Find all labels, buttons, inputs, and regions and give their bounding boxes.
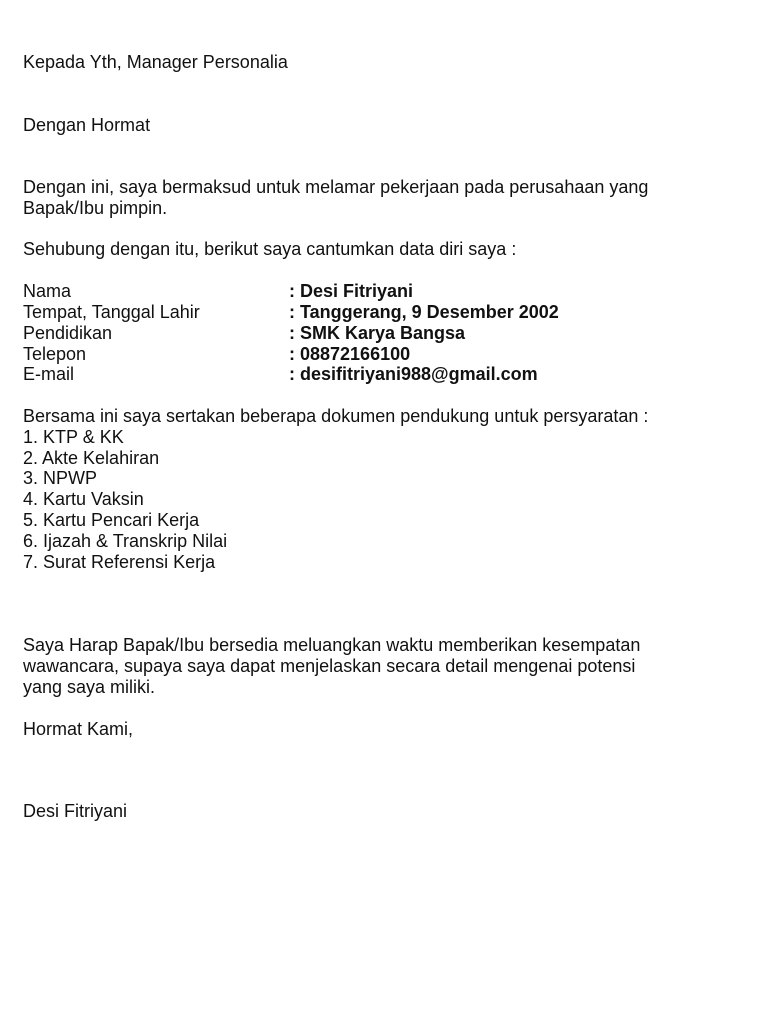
closing-line-2: wawancara, supaya saya dapat menjelaskan secara detail mengenai potensi [23,656,636,676]
list-item: 7. Surat Referensi Kerja [23,552,216,572]
list-item: 1. KTP & KK [23,427,124,447]
closing-line-1: Saya Harap Bapak/Ibu bersedia meluangkan waktu memberikan kesempatan [23,635,641,655]
data-intro-line: Sehubung dengan itu, berikut saya cantumkan data diri saya : [23,239,517,259]
field-label: Tempat, Tanggal Lahir [23,302,200,322]
list-item: 4. Kartu Vaksin [23,489,144,509]
field-label: Nama [23,281,72,301]
list-item: 5. Kartu Pencari Kerja [23,510,200,530]
field-label: Pendidikan [23,323,113,343]
field-value: : desifitriyani988@gmail.com [289,364,538,384]
intro-line-2: Bapak/Ibu pimpin. [23,198,168,218]
field-value: : Desi Fitriyani [289,281,414,301]
documents-intro-line: Bersama ini saya sertakan beberapa dokumen pendukung untuk persyaratan : [23,406,649,426]
field-value: : Tanggerang, 9 Desember 2002 [289,302,559,322]
list-item: 3. NPWP [23,468,98,488]
intro-line-1: Dengan ini, saya bermaksud untuk melamar pekerjaan pada perusahaan yang [23,177,649,197]
salutation-line: Hormat Kami, [23,719,134,739]
signature-name: Desi Fitriyani [23,801,128,821]
field-value: : SMK Karya Bangsa [289,323,466,343]
greeting-line: Dengan Hormat [23,115,151,135]
closing-line-3: yang saya miliki. [23,677,156,697]
field-value: : 08872166100 [289,344,411,364]
list-item: 2. Akte Kelahiran [23,448,160,468]
recipient-line: Kepada Yth, Manager Personalia [23,52,288,72]
field-label: E-mail [23,364,75,384]
list-item: 6. Ijazah & Transkrip Nilai [23,531,228,551]
field-label: Telepon [23,344,87,364]
